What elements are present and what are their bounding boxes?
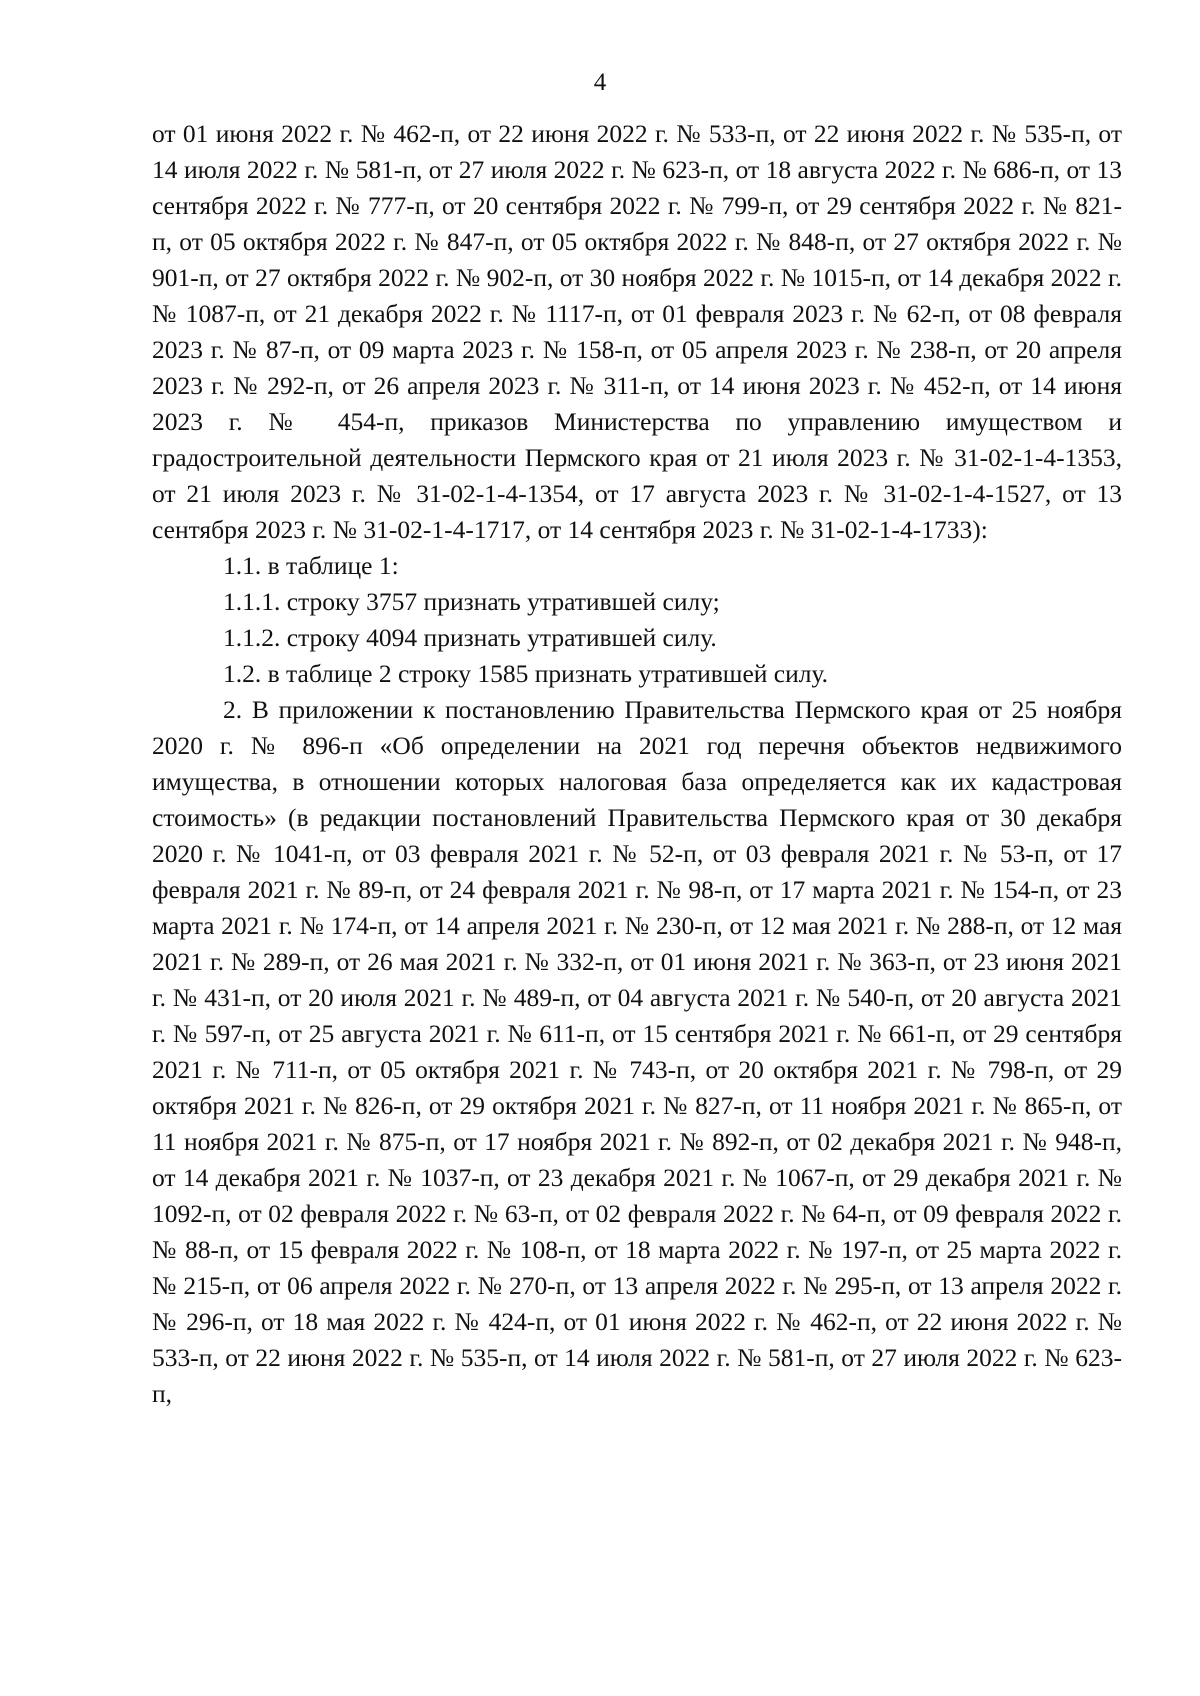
paragraph-amendment-list: от 01 июня 2022 г. № 462-п, от 22 июня 2022 г. № 533-п, от 22 июня 2022 г. № 535-п, от 14 июля 2022 г. № 581-п, от 27 июля 2022 г. № 623-п, от 18 августа 2022 г. № 686-п, от 13 сентября 2022 г. № 777-п, от 20 сентября 2022 г. № 799-п, от 29 сентября 2022 г. № 821-п, от 05 октября 2022 г. № 847-п, от 05 октября 2022 г. № 848-п, от 27 октября 2022 г. № 901-п, от 27 октября 2022 г. № 902-п, от 30 ноября 2022 г. № 1015-п, от 14 декабря 2022 г. № 1087-п, от 21 декабря 2022 г. № 1117-п, от 01 февраля 2023 г. № 62-п, от 08 февраля 2023 г. № 87-п, от 09 марта 2023 г. № 158-п, от 05 апреля 2023 г. № 238-п, от 20 апреля 2023 г. № 292-п, от 26 апреля 2023 г. № 311-п, от 14 июня 2023 г. № 452-п, от 14 июня 2023 г. № 454-п, приказов Министерства по управлению имуществом и градостроительной деятельности Пермского края от 21 июля 2023 г. № 31-02-1-4-1353, от 21 июля 2023 г. № 31-02-1-4-1354, от 17 августа 2023 г. № 31-02-1-4-1527, от 13 сентября 2023 г. № 31-02-1-4-1717, от 14 сентября 2023 г. № 31-02-1-4-1733): <box>152 119 1122 544</box>
paragraph-item-1-1: 1.1. в таблице 1: <box>223 551 399 580</box>
paragraph-item-1-1-2: 1.1.2. строку 4094 признать утратившей силу. <box>223 623 717 652</box>
document-body <box>152 116 1122 1412</box>
paragraph-item-2: 2. В приложении к постановлению Правительства Пермского края от 25 ноября 2020 г. № 896-п «Об определении на 2021 год перечня объектов недвижимого имущества, в отношении которых налоговая база определяется как их кадастровая стоимость» (в редакции постановлений Правительства Пермского края от 30 декабря 2020 г. № 1041-п, от 03 февраля 2021 г. № 52-п, от 03 февраля 2021 г. № 53-п, от 17 февраля 2021 г. № 89-п, от 24 февраля 2021 г. № 98-п, от 17 марта 2021 г. № 154-п, от 23 марта 2021 г. № 174-п, от 14 апреля 2021 г. № 230-п, от 12 мая 2021 г. № 288-п, от 12 мая 2021 г. № 289-п, от 26 мая 2021 г. № 332-п, от 01 июня 2021 г. № 363-п, от 23 июня 2021 г. № 431-п, от 20 июля 2021 г. № 489-п, от 04 августа 2021 г. № 540-п, от 20 августа 2021 г. № 597-п, от 25 августа 2021 г. № 611-п, от 15 сентября 2021 г. № 661-п, от 29 сентября 2021 г. № 711-п, от 05 октября 2021 г. № 743-п, от 20 октября 2021 г. № 798-п, от 29 октября 2021 г. № 826-п, от 29 октября 2021 г. № 827-п, от 11 ноября 2021 г. № 865-п, от 11 ноября 2021 г. № 875-п, от 17 ноября 2021 г. № 892-п, от 02 декабря 2021 г. № 948-п, от 14 декабря 2021 г. № 1037-п, от 23 декабря 2021 г. № 1067-п, от 29 декабря 2021 г. № 1092-п, от 02 февраля 2022 г. № 63-п, от 02 февраля 2022 г. № 64-п, от 09 февраля 2022 г. № 88-п, от 15 февраля 2022 г. № 108-п, от 18 марта 2022 г. № 197-п, от 25 марта 2022 г. № 215-п, от 06 апреля 2022 г. № 270-п, от 13 апреля 2022 г. № 295-п, от 13 апреля 2022 г. № 296-п, от 18 мая 2022 г. № 424-п, от 01 июня 2022 г. № 462-п, от 22 июня 2022 г. № 533-п, от 22 июня 2022 г. № 535-п, от 14 июля 2022 г. № 581-п, от 27 июля 2022 г. № 623-п, <box>152 695 1122 1408</box>
page-number: 4 <box>593 69 607 96</box>
paragraph-item-1-2: 1.2. в таблице 2 строку 1585 признать утратившей силу. <box>223 659 829 688</box>
paragraph-item-1-1-1: 1.1.1. строку 3757 признать утратившей силу; <box>223 587 720 616</box>
